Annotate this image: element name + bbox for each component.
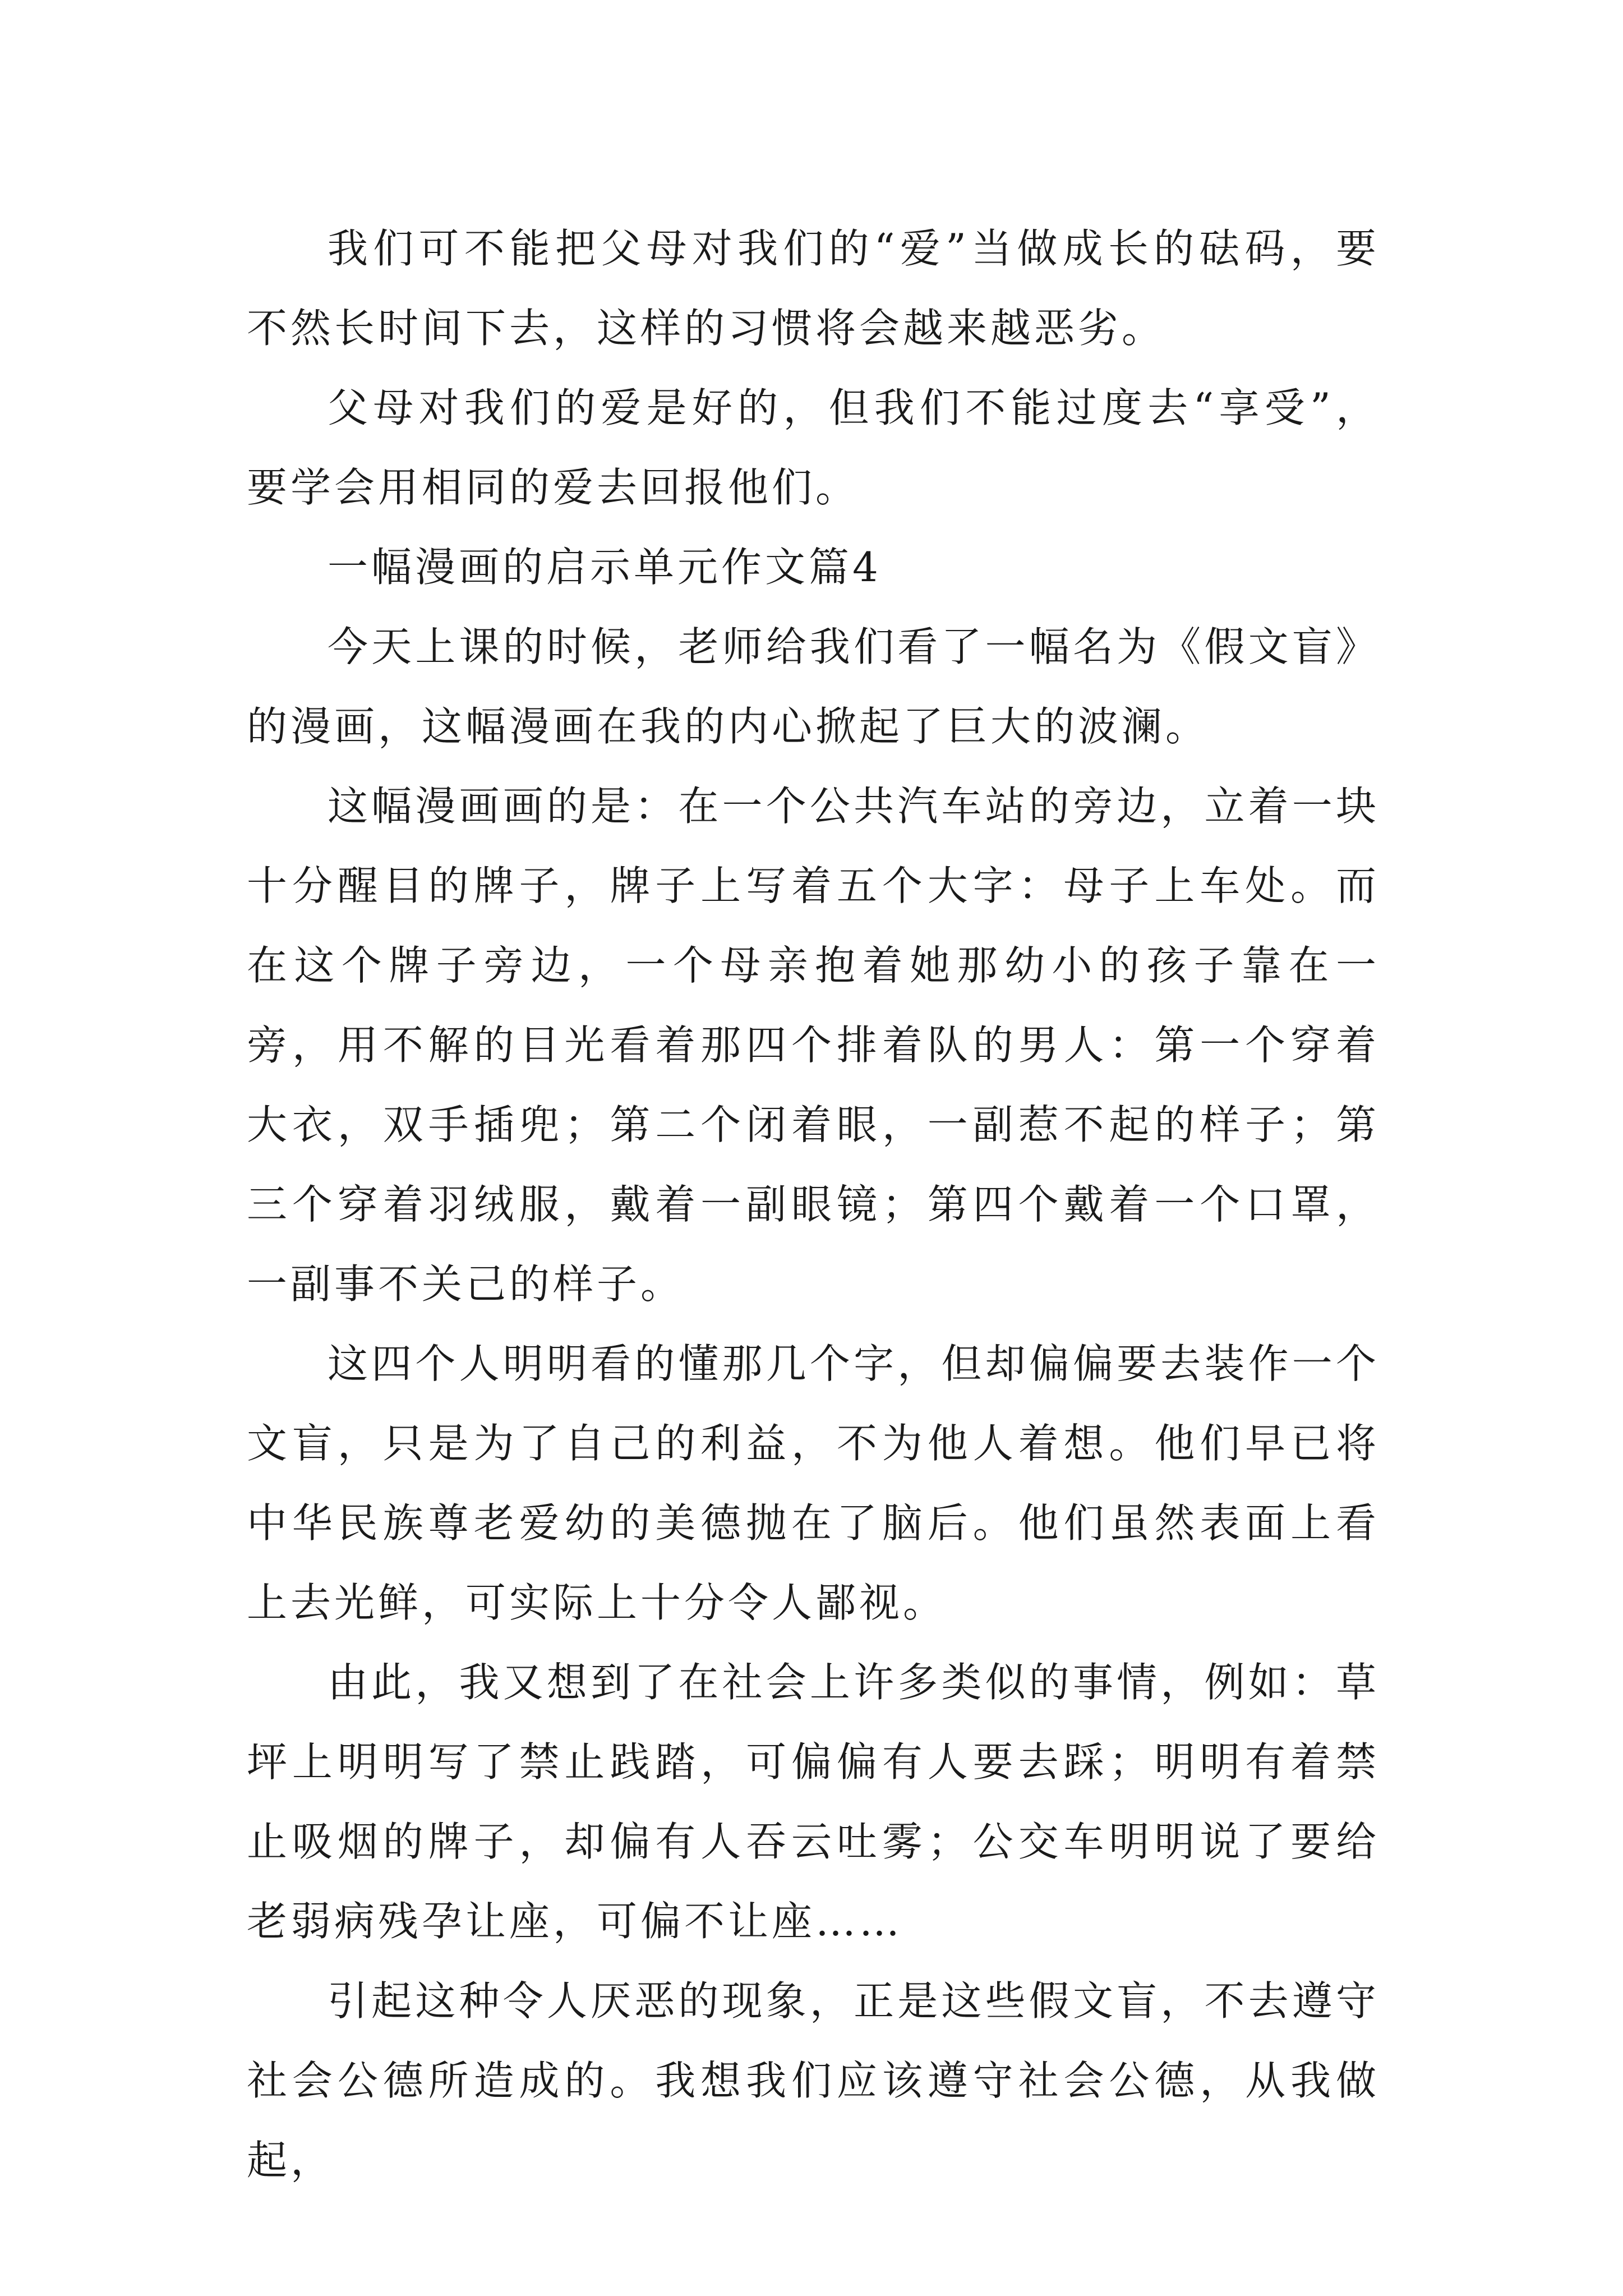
paragraph-1: 我们可不能把父母对我们的“爱”当做成长的砝码，要不然长时间下去，这样的习惯将会越来越恶劣。 (247, 225, 1380, 352)
paragraph-6: 由此，我又想到了在社会上许多类似的事情，例如：草坪上明明写了禁止践踏，可偏偏有人要去踩；明明有着禁止吸烟的牌子，却偏有人吞云吐雾；公交车明明说了要给老弱病残孕让座，可偏不让座…… (247, 1659, 1380, 1945)
paragraph-5: 这四个人明明看的懂那几个字，但却偏偏要去装作一个文盲，只是为了自己的利益，不为他人着想。他们早已将中华民族尊老爱幼的美德抛在了脑后。他们虽然表面上看上去光鲜，可实际上十分令人鄙视。 (247, 1340, 1380, 1626)
paragraph-4: 这幅漫画画的是：在一个公共汽车站的旁边，立着一块十分醒目的牌子，牌子上写着五个大字：母子上车处。而在这个牌子旁边，一个母亲抱着她那幼小的孩子靠在一旁，用不解的目光看着那四个排着队的男人：第一个穿着大衣，双手插兜；第二个闭着眼，一副惹不起的样子；第三个穿着羽绒服，戴着一副眼镜；第四个戴着一个口罩，一副事不关己的样子。 (247, 783, 1380, 1308)
document-body (247, 209, 1380, 2200)
paragraph-7: 引起这种令人厌恶的现象，正是这些假文盲，不去遵守社会公德所造成的。我想我们应该遵守社会公德，从我做起， (247, 1977, 1380, 2184)
paragraph-3: 今天上课的时候，老师给我们看了一幅名为《假文盲》的漫画，这幅漫画在我的内心掀起了巨大的波澜。 (247, 623, 1380, 750)
section-heading: 一幅漫画的启示单元作文篇4 (328, 544, 882, 591)
paragraph-2: 父母对我们的爱是好的，但我们不能过度去“享受”，要学会用相同的爱去回报他们。 (247, 384, 1380, 511)
